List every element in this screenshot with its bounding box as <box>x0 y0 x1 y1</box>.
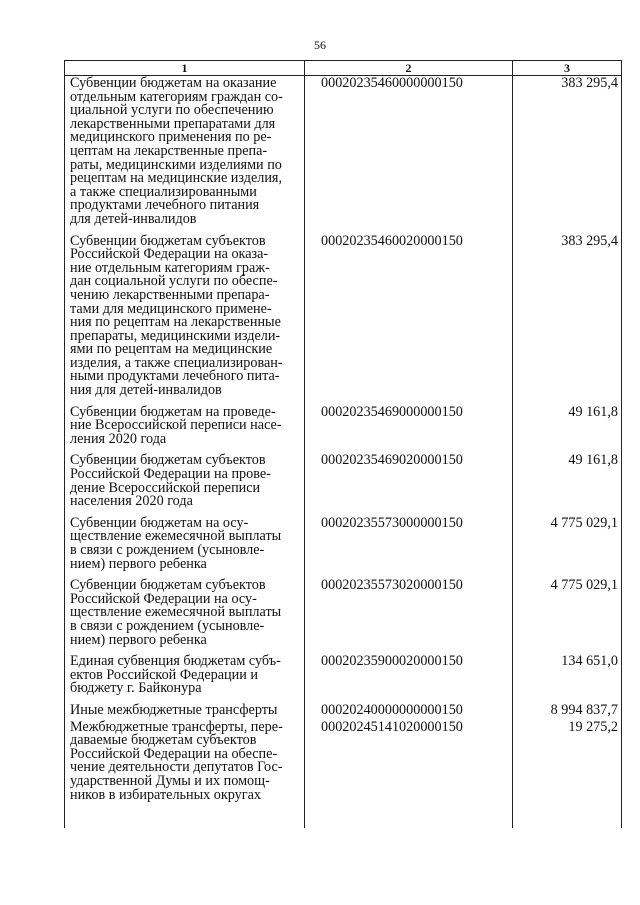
row-code-cell: 00020240000000000150 <box>305 703 513 720</box>
row-amount-cell: 49 161,8 <box>513 453 622 515</box>
column-header-2: 2 <box>305 61 513 76</box>
row-name-cell: Межбюджетные трансферты, пере- даваемые бюджетам субъектов Российской Федерации на обеспе- чение деятельности депутатов Гос- ударственной Думы и их помощ- ников в избирательных округах <box>65 720 305 828</box>
page-number: 56 <box>314 38 326 52</box>
table-row <box>65 405 622 454</box>
row-name-cell: Единая субвенция бюджетам субъ- ектов Российской Федерации и бюджету г. Байконура <box>65 654 305 703</box>
table-row <box>65 703 622 720</box>
row-amount-cell: 383 295,4 <box>513 76 622 234</box>
row-amount-cell: 8 994 837,7 <box>513 703 622 720</box>
budget-table <box>64 60 622 828</box>
row-name-cell: Субвенции бюджетам субъектов Российской Федерации на прове- дение Всероссийской переписи населения 2020 года <box>65 453 305 515</box>
row-code-cell: 00020235460000000150 <box>305 76 513 234</box>
row-code-cell: 00020235460020000150 <box>305 234 513 405</box>
table-row <box>65 720 622 828</box>
row-name-cell: Субвенции бюджетам на осу- ществление ежемесячной выплаты в связи с рождением (усыновле- нием) первого ребенка <box>65 516 305 578</box>
row-name-cell: Субвенции бюджетам на оказание отдельным категориям граждан со- циальной услуги по обеспечению лекарственными препаратами для медицинского применения по ре- цептам на лекарственные препа- раты, медицинскими изделиями по рецептам на медицинские изделия, а также специализированными продуктами лечебного питания для детей-инвалидов <box>65 76 305 234</box>
row-name-cell: Субвенции бюджетам субъектов Российской Федерации на осу- ществление ежемесячной выплаты в связи с рождением (усыновле- нием) первого ребенка <box>65 578 305 654</box>
row-code-cell: 00020235573020000150 <box>305 578 513 654</box>
column-header-1: 1 <box>65 61 305 76</box>
table-header-row <box>65 61 622 76</box>
row-code-cell: 00020235469020000150 <box>305 453 513 515</box>
row-amount-cell: 4 775 029,1 <box>513 578 622 654</box>
table-row <box>65 76 622 234</box>
table-row <box>65 654 622 703</box>
table-row <box>65 234 622 405</box>
row-code-cell: 00020245141020000150 <box>305 720 513 828</box>
row-amount-cell: 19 275,2 <box>513 720 622 828</box>
table-row <box>65 578 622 654</box>
row-name-cell: Иные межбюджетные трансферты <box>65 703 305 720</box>
row-code-cell: 00020235573000000150 <box>305 516 513 578</box>
row-code-cell: 00020235900020000150 <box>305 654 513 703</box>
table-row <box>65 516 622 578</box>
row-name-cell: Субвенции бюджетам на проведе- ние Всероссийской переписи насе- ления 2020 года <box>65 405 305 454</box>
table-row <box>65 453 622 515</box>
column-header-3: 3 <box>513 61 622 76</box>
row-amount-cell: 4 775 029,1 <box>513 516 622 578</box>
row-code-cell: 00020235469000000150 <box>305 405 513 454</box>
row-amount-cell: 383 295,4 <box>513 234 622 405</box>
row-amount-cell: 49 161,8 <box>513 405 622 454</box>
row-amount-cell: 134 651,0 <box>513 654 622 703</box>
row-name-cell: Субвенции бюджетам субъектов Российской Федерации на оказа- ние отдельным категориям граж- дан социальной услуги по обеспе- чению лекарственными препара- тами для медицинского примене- ния по рецептам на лекарственные препараты, медицинскими издели- ями по рецептам на медицинские изделия, а также специализирован- ными продуктами лечебного пита- ния для детей-инвалидов <box>65 234 305 405</box>
